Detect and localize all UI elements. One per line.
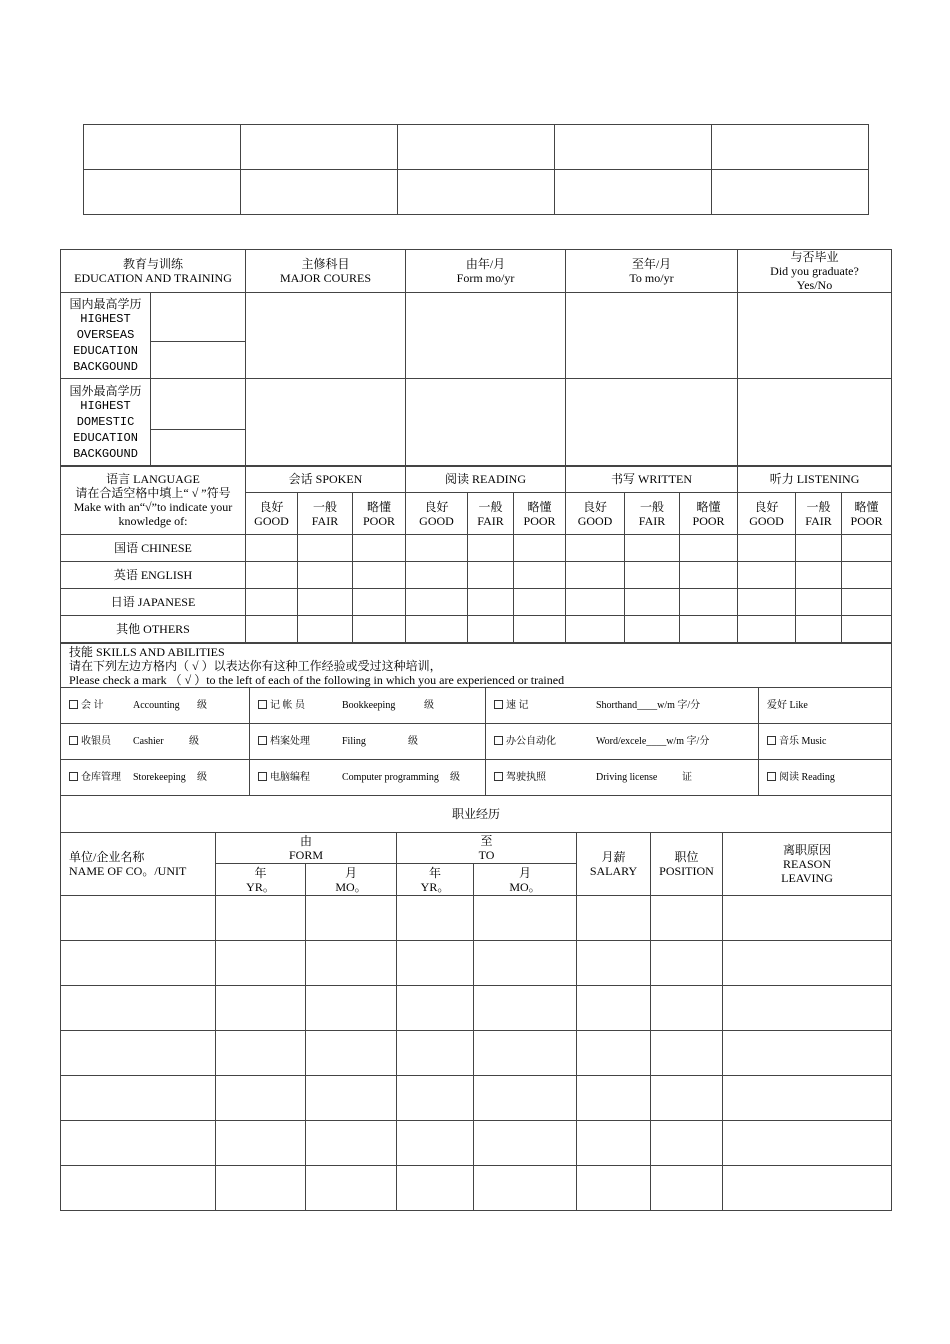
edu-to-field[interactable] — [566, 379, 738, 467]
work-entry-cell[interactable] — [61, 986, 216, 1031]
skill-storekeeping[interactable]: 仓库管理 Storekeeping 级 — [61, 760, 250, 796]
checkbox-icon[interactable] — [494, 700, 503, 709]
work-entry-cell[interactable] — [61, 1166, 216, 1211]
work-entry-cell[interactable] — [651, 1166, 723, 1211]
work-entry-cell[interactable] — [723, 941, 892, 986]
level-header: 良好 GOOD — [246, 493, 298, 535]
overseas-label: 国外最高学历 HIGHEST DOMESTIC EDUCATION BACKGOUND — [61, 379, 151, 467]
from-header: 由年/月 Form mo/yr — [406, 250, 566, 293]
work-entry-cell[interactable] — [216, 1121, 306, 1166]
from-year-header: 年 YR。 — [216, 864, 306, 896]
work-entry-cell[interactable] — [306, 1121, 397, 1166]
edu-header: 教育与训练 EDUCATION AND TRAINING — [61, 250, 246, 293]
language-level-cell[interactable] — [738, 562, 796, 589]
work-entry-cell[interactable] — [577, 941, 651, 986]
work-entry-cell[interactable] — [397, 986, 474, 1031]
work-entry-cell[interactable] — [577, 1121, 651, 1166]
language-level-cell[interactable] — [796, 562, 842, 589]
checkbox-icon[interactable] — [69, 736, 78, 745]
work-entry-cell[interactable] — [306, 941, 397, 986]
level-header: 一般 FAIR — [468, 493, 514, 535]
language-level-cell[interactable] — [680, 535, 738, 562]
work-entry-cell[interactable] — [306, 1166, 397, 1211]
blank-cell[interactable] — [712, 170, 869, 215]
spoken-header: 会话 SPOKEN — [246, 466, 406, 493]
edu-major-field[interactable] — [246, 379, 406, 467]
work-entry-cell[interactable] — [474, 896, 577, 941]
work-entry-cell[interactable] — [651, 1121, 723, 1166]
domestic-label: 国内最高学历 HIGHEST OVERSEAS EDUCATION BACKGOUND — [61, 293, 151, 379]
language-level-cell[interactable] — [625, 535, 680, 562]
work-entry-cell[interactable] — [577, 986, 651, 1031]
edu-major-field[interactable] — [246, 293, 406, 379]
work-entry-cell[interactable] — [651, 896, 723, 941]
blank-cell[interactable] — [84, 170, 241, 215]
work-entry-cell[interactable] — [61, 1031, 216, 1076]
language-level-cell[interactable] — [468, 562, 514, 589]
language-level-cell[interactable] — [625, 562, 680, 589]
work-entry-cell[interactable] — [577, 1031, 651, 1076]
skills-table — [60, 643, 892, 796]
reading-header: 阅读 READING — [406, 466, 566, 493]
work-entry-cell[interactable] — [577, 1166, 651, 1211]
language-level-cell[interactable] — [842, 616, 892, 643]
major-header: 主修科目 MAJOR COURES — [246, 250, 406, 293]
work-history-title: 职业经历 — [61, 796, 892, 833]
unit-header: 单位/企业名称 NAME OF CO。/UNIT — [61, 833, 216, 896]
edu-school-field[interactable] — [151, 430, 246, 467]
language-level-cell[interactable] — [353, 535, 406, 562]
work-entry-cell[interactable] — [306, 1076, 397, 1121]
language-level-cell[interactable] — [566, 562, 625, 589]
language-level-cell[interactable] — [680, 589, 738, 616]
language-level-cell[interactable] — [246, 589, 298, 616]
language-level-cell[interactable] — [566, 589, 625, 616]
work-entry-cell[interactable] — [397, 1076, 474, 1121]
language-level-cell[interactable] — [353, 616, 406, 643]
language-level-cell[interactable] — [298, 562, 353, 589]
skill-accounting[interactable]: 会 计 Accounting 级 — [61, 688, 250, 724]
checkbox-icon[interactable] — [767, 736, 776, 745]
language-level-cell[interactable] — [246, 562, 298, 589]
blank-cell[interactable] — [555, 125, 712, 170]
checkbox-icon[interactable] — [767, 772, 776, 781]
work-entry-cell[interactable] — [216, 1031, 306, 1076]
language-level-cell[interactable] — [353, 589, 406, 616]
work-entry-cell[interactable] — [397, 1031, 474, 1076]
work-entry-cell[interactable] — [397, 1166, 474, 1211]
language-level-cell[interactable] — [298, 535, 353, 562]
work-history-table — [60, 795, 892, 1211]
work-entry-cell[interactable] — [216, 896, 306, 941]
work-entry-cell[interactable] — [61, 941, 216, 986]
listening-header: 听力 LISTENING — [738, 466, 892, 493]
written-header: 书写 WRITTEN — [566, 466, 738, 493]
hobby-music[interactable]: 音乐 Music — [759, 724, 892, 760]
edu-graduate-field[interactable] — [738, 293, 892, 379]
skill-cashier[interactable]: 收银员 Cashier 级 — [61, 724, 250, 760]
work-entry-cell[interactable] — [397, 1121, 474, 1166]
language-level-cell[interactable] — [738, 589, 796, 616]
edu-school-field[interactable] — [151, 379, 246, 430]
top-blank-grid — [83, 124, 869, 215]
level-header: 略懂 POOR — [680, 493, 738, 535]
work-entry-cell[interactable] — [651, 941, 723, 986]
language-level-cell[interactable] — [406, 616, 468, 643]
edu-from-field[interactable] — [406, 379, 566, 467]
checkbox-icon[interactable] — [494, 772, 503, 781]
level-header: 良好 GOOD — [406, 493, 468, 535]
language-row-label: 其他 OTHERS — [61, 616, 246, 643]
blank-cell[interactable] — [398, 170, 555, 215]
work-entry-cell[interactable] — [474, 1076, 577, 1121]
blank-cell[interactable] — [84, 125, 241, 170]
edu-from-field[interactable] — [406, 293, 566, 379]
language-level-cell[interactable] — [406, 562, 468, 589]
to-header: 至年/月 To mo/yr — [566, 250, 738, 293]
language-level-cell[interactable] — [566, 616, 625, 643]
language-level-cell[interactable] — [738, 535, 796, 562]
language-level-cell[interactable] — [406, 535, 468, 562]
skill-bookkeeping[interactable]: 记 帐 员 Bookkeeping 级 — [250, 688, 486, 724]
language-label: 语言 LANGUAGE 请在合适空格中填上“ √ ”符号 Make with an“√”to indicate your knowledge of: — [61, 466, 246, 535]
checkbox-icon[interactable] — [494, 736, 503, 745]
language-row-label: 日语 JAPANESE — [61, 589, 246, 616]
language-level-cell[interactable] — [406, 589, 468, 616]
language-level-cell[interactable] — [680, 562, 738, 589]
checkbox-icon[interactable] — [69, 700, 78, 709]
language-level-cell[interactable] — [796, 589, 842, 616]
blank-cell[interactable] — [398, 125, 555, 170]
from-header: 由 FORM — [216, 833, 397, 864]
language-level-cell[interactable] — [514, 535, 566, 562]
language-level-cell[interactable] — [625, 589, 680, 616]
edu-graduate-field[interactable] — [738, 379, 892, 467]
level-header: 良好 GOOD — [738, 493, 796, 535]
work-entry-cell[interactable] — [306, 1031, 397, 1076]
work-entry-cell[interactable] — [397, 896, 474, 941]
language-level-cell[interactable] — [842, 535, 892, 562]
checkbox-icon[interactable] — [258, 700, 267, 709]
reason-header: 离职原因 REASON LEAVING — [723, 833, 892, 896]
language-row-label: 英语 ENGLISH — [61, 562, 246, 589]
level-header: 略懂 POOR — [514, 493, 566, 535]
work-entry-cell[interactable] — [723, 1076, 892, 1121]
graduate-header: 与否毕业 Did you graduate? Yes/No — [738, 250, 892, 293]
hobby-reading[interactable]: 阅读 Reading — [759, 760, 892, 796]
skill-office-automation[interactable]: 办公自动化 Word/excele____w/m 字/分 — [486, 724, 759, 760]
to-year-header: 年 YR。 — [397, 864, 474, 896]
language-level-cell[interactable] — [796, 616, 842, 643]
work-entry-cell[interactable] — [61, 1121, 216, 1166]
work-entry-cell[interactable] — [651, 986, 723, 1031]
language-level-cell[interactable] — [246, 535, 298, 562]
language-level-cell[interactable] — [468, 535, 514, 562]
language-level-cell[interactable] — [514, 616, 566, 643]
work-entry-cell[interactable] — [474, 1121, 577, 1166]
education-table — [60, 249, 892, 467]
language-level-cell[interactable] — [353, 562, 406, 589]
language-level-cell[interactable] — [680, 616, 738, 643]
edu-school-field[interactable] — [151, 342, 246, 379]
to-header: 至 TO — [397, 833, 577, 864]
work-entry-cell[interactable] — [474, 986, 577, 1031]
work-entry-cell[interactable] — [216, 1076, 306, 1121]
level-header: 一般 FAIR — [625, 493, 680, 535]
language-level-cell[interactable] — [298, 616, 353, 643]
work-entry-cell[interactable] — [474, 941, 577, 986]
skill-shorthand[interactable]: 速 记 Shorthand____w/m 字/分 — [486, 688, 759, 724]
language-level-cell[interactable] — [468, 589, 514, 616]
level-header: 略懂 POOR — [842, 493, 892, 535]
to-month-header: 月 MO。 — [474, 864, 577, 896]
skills-heading: 技能 SKILLS AND ABILITIES 请在下列左边方格内（ √ ）以表达你有这种工作经验或受过这种培训， Please check a mark （ √ ）to the left of each of the following in which you are experienced or trained — [61, 644, 892, 688]
salary-header: 月薪 SALARY — [577, 833, 651, 896]
skill-driving-license[interactable]: 驾驶执照 Driving license 证 — [486, 760, 759, 796]
work-entry-cell[interactable] — [61, 1076, 216, 1121]
language-row-label: 国语 CHINESE — [61, 535, 246, 562]
level-header: 一般 FAIR — [298, 493, 353, 535]
checkbox-icon[interactable] — [69, 772, 78, 781]
checkbox-icon[interactable] — [258, 736, 267, 745]
language-table — [60, 465, 892, 643]
work-entry-cell[interactable] — [651, 1031, 723, 1076]
language-level-cell[interactable] — [796, 535, 842, 562]
work-entry-cell[interactable] — [216, 941, 306, 986]
work-entry-cell[interactable] — [216, 1166, 306, 1211]
skill-filing[interactable]: 档案处理 Filing 级 — [250, 724, 486, 760]
skill-computer-programming[interactable]: 电脑编程 Computer programming 级 — [250, 760, 486, 796]
language-level-cell[interactable] — [842, 589, 892, 616]
work-entry-cell[interactable] — [306, 896, 397, 941]
edu-school-field[interactable] — [151, 293, 246, 342]
work-entry-cell[interactable] — [723, 1121, 892, 1166]
blank-cell[interactable] — [241, 125, 398, 170]
language-level-cell[interactable] — [298, 589, 353, 616]
position-header: 职位 POSITION — [651, 833, 723, 896]
edu-to-field[interactable] — [566, 293, 738, 379]
blank-cell[interactable] — [555, 170, 712, 215]
language-level-cell[interactable] — [566, 535, 625, 562]
language-level-cell[interactable] — [246, 616, 298, 643]
work-entry-cell[interactable] — [577, 1076, 651, 1121]
work-entry-cell[interactable] — [397, 941, 474, 986]
blank-cell[interactable] — [712, 125, 869, 170]
level-header: 良好 GOOD — [566, 493, 625, 535]
work-entry-cell[interactable] — [306, 986, 397, 1031]
language-level-cell[interactable] — [514, 562, 566, 589]
work-entry-cell[interactable] — [723, 986, 892, 1031]
work-entry-cell[interactable] — [61, 896, 216, 941]
checkbox-icon[interactable] — [258, 772, 267, 781]
language-level-cell[interactable] — [514, 589, 566, 616]
from-month-header: 月 MO。 — [306, 864, 397, 896]
work-entry-cell[interactable] — [216, 986, 306, 1031]
work-entry-cell[interactable] — [723, 896, 892, 941]
blank-cell[interactable] — [241, 170, 398, 215]
language-level-cell[interactable] — [842, 562, 892, 589]
language-level-cell[interactable] — [738, 616, 796, 643]
level-header: 一般 FAIR — [796, 493, 842, 535]
hobby-like: 爱好 Like — [759, 688, 892, 724]
work-entry-cell[interactable] — [474, 1166, 577, 1211]
language-level-cell[interactable] — [625, 616, 680, 643]
level-header: 略懂 POOR — [353, 493, 406, 535]
language-level-cell[interactable] — [468, 616, 514, 643]
work-entry-cell[interactable] — [474, 1031, 577, 1076]
work-entry-cell[interactable] — [723, 1166, 892, 1211]
work-entry-cell[interactable] — [723, 1031, 892, 1076]
work-entry-cell[interactable] — [577, 896, 651, 941]
work-entry-cell[interactable] — [651, 1076, 723, 1121]
